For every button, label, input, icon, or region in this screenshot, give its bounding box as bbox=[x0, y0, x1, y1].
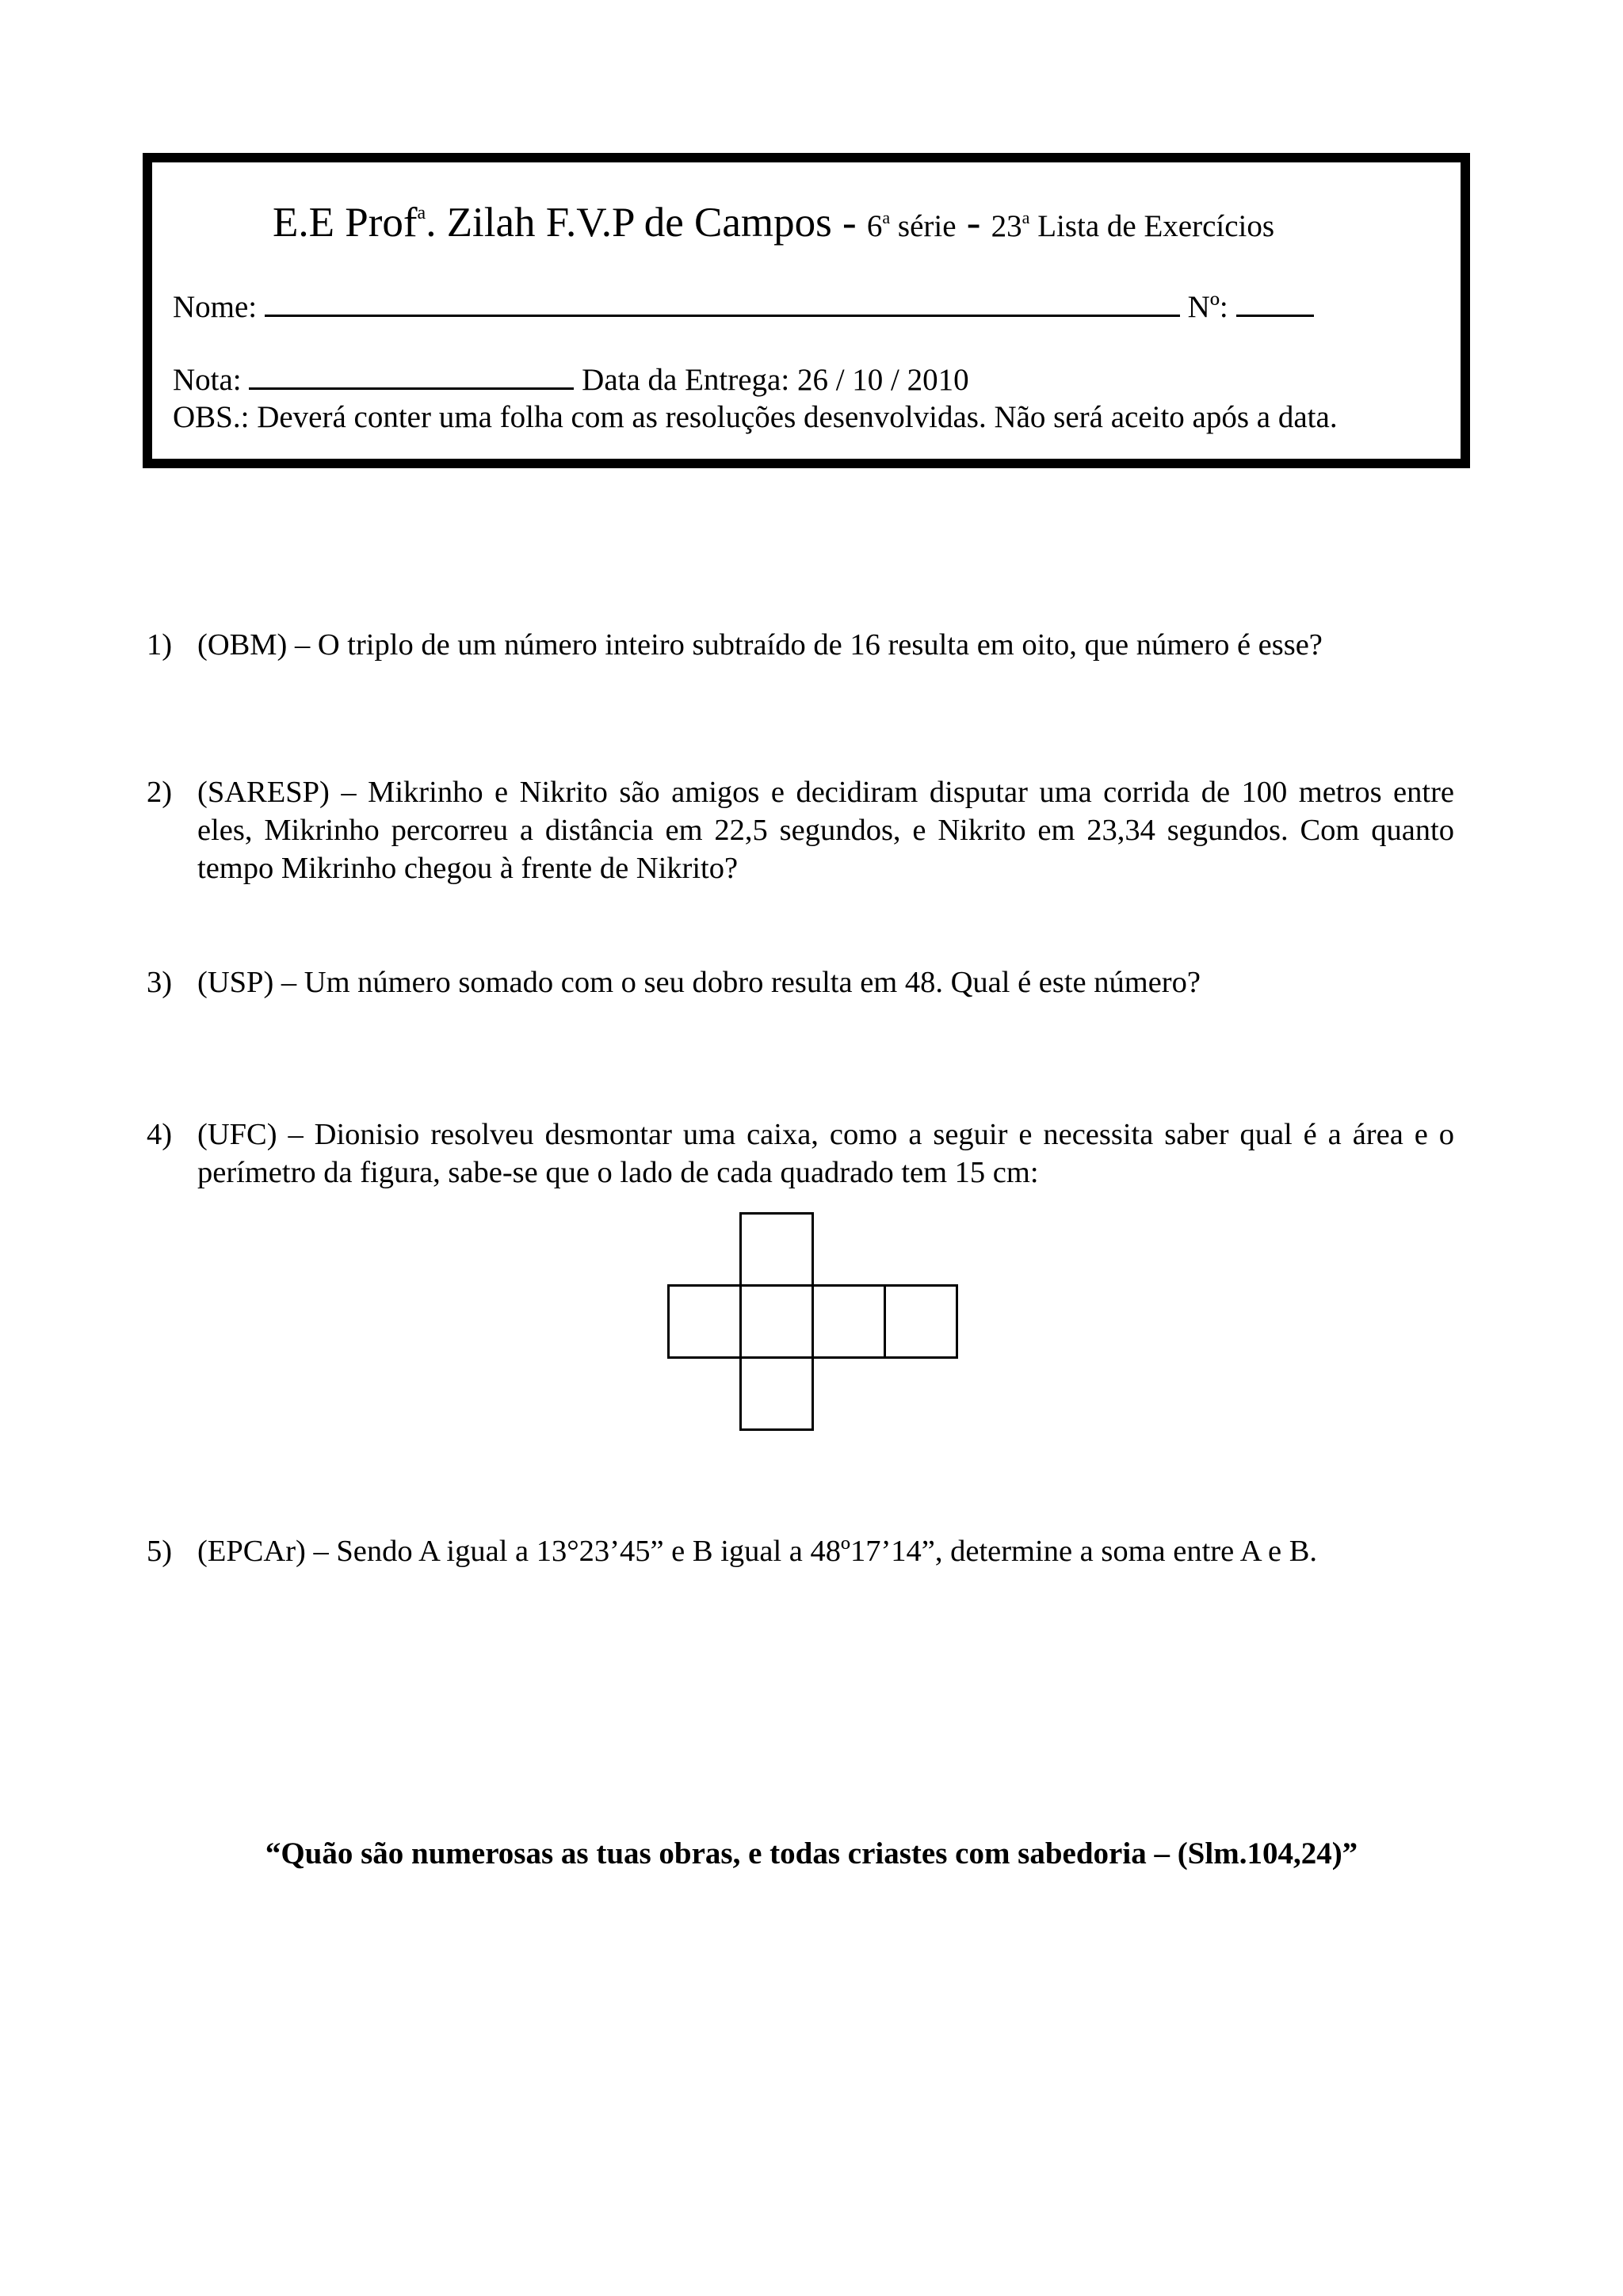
net-square-right bbox=[812, 1284, 886, 1359]
net-square-bottom bbox=[739, 1356, 814, 1431]
question-4 bbox=[147, 1116, 1454, 1192]
grade-text: série bbox=[890, 209, 957, 243]
question-number: 1) bbox=[147, 628, 173, 662]
header-box bbox=[143, 153, 1470, 468]
question-text: (SARESP) – Mikrinho e Nikrito são amigos e decidiram disputar uma corrida de 100 metros entre eles, Mikrinho percorreu a distância em 22,5 segundos, e Nikrito em 23,34 segundos. Com quanto tempo Mikrinho chegou à frente de Nikrito? bbox=[197, 776, 1454, 885]
question-text: (EPCAr) – Sendo A igual a 13°23’45” e B igual a 48º17’14”, determine a soma entre A e B. bbox=[197, 1535, 1318, 1568]
name-field[interactable] bbox=[265, 288, 1180, 317]
question-text: (UFC) – Dionisio resolveu desmontar uma caixa, como a seguir e necessita saber qual é a área e o perímetro da figura, sabe-se que o lado de cada quadrado tem 15 cm: bbox=[197, 1118, 1454, 1189]
question-text: (OBM) – O triplo de um número inteiro subtraído de 16 resulta em oito, que número é esse? bbox=[197, 628, 1323, 662]
question-number: 5) bbox=[147, 1535, 173, 1568]
question-number: 4) bbox=[147, 1118, 173, 1151]
closing-quote: “Quão são numerosas as tuas obras, e todas criastes com sabedoria – (Slm.104,24)” bbox=[265, 1836, 1358, 1871]
list-sup: a bbox=[1022, 208, 1030, 227]
grade-sup: a bbox=[882, 208, 891, 227]
page-title bbox=[273, 197, 1274, 252]
net-square-top bbox=[739, 1212, 814, 1287]
obs-row bbox=[173, 399, 1338, 437]
list-number: 23 bbox=[991, 209, 1022, 243]
question-number: 2) bbox=[147, 776, 173, 809]
question-2 bbox=[147, 773, 1454, 887]
net-square-far-right bbox=[884, 1284, 958, 1359]
school-name: E.E Prof bbox=[273, 200, 418, 246]
question-number: 3) bbox=[147, 966, 173, 999]
name-row bbox=[173, 288, 1314, 326]
number-label: Nº: bbox=[1187, 290, 1228, 324]
number-field[interactable] bbox=[1236, 288, 1314, 317]
net-square-left bbox=[667, 1284, 742, 1359]
question-5 bbox=[147, 1532, 1454, 1570]
obs-text: OBS.: Deverá conter uma folha com as resoluções desenvolvidas. Não será aceito após a data. bbox=[173, 400, 1338, 434]
school-name-rest: . Zilah F.V.P de Campos - bbox=[426, 200, 867, 246]
title-separator: - bbox=[956, 200, 991, 246]
net-square-center bbox=[739, 1284, 814, 1359]
grade-row bbox=[173, 360, 969, 399]
due-date: Data da Entrega: 26 / 10 / 2010 bbox=[582, 363, 969, 397]
question-text: (USP) – Um número somado com o seu dobro resulta em 48. Qual é este número? bbox=[197, 966, 1201, 999]
question-1 bbox=[147, 626, 1454, 664]
grade-field[interactable] bbox=[249, 360, 574, 390]
question-3 bbox=[147, 963, 1454, 1001]
list-text: Lista de Exercícios bbox=[1029, 209, 1275, 243]
school-sup: a bbox=[417, 203, 426, 223]
grade-number: 6 bbox=[866, 209, 883, 243]
grade-label: Nota: bbox=[173, 363, 242, 397]
name-label: Nome: bbox=[173, 290, 258, 324]
